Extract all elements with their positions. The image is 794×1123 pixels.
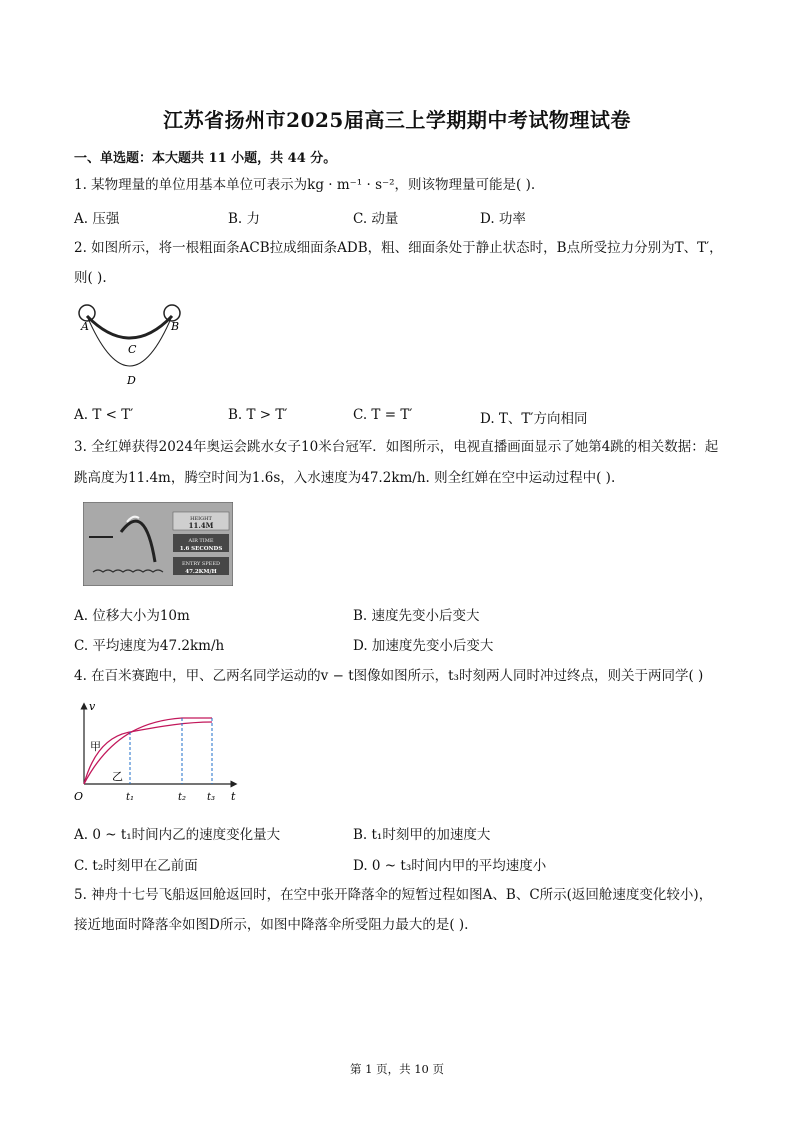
- q2-option-a: A. T < T′: [74, 407, 134, 423]
- label-d: D: [127, 374, 136, 387]
- v-t-graph: [72, 700, 247, 808]
- q1-option-b: B. 力: [228, 211, 261, 227]
- q3-option-a: A. 位移大小为10m: [74, 608, 190, 624]
- t1-label: t₁: [126, 792, 135, 803]
- curve-yi: [84, 718, 212, 784]
- thick-noodle-acb: [87, 316, 172, 338]
- yi-label: 乙: [112, 770, 123, 783]
- svg-text:47.2KM/H: 47.2KM/H: [185, 569, 217, 575]
- question-5-line-1: 5. 神舟十七号飞船返回舱返回时，在空中张开降落伞的短暂过程如图A、B、C所示(返回舱速度变化较小)，: [74, 887, 713, 903]
- question-2-line-2: 则( ).: [74, 270, 107, 286]
- q4-option-a: A. 0 ~ t₁时间内乙的速度变化量大: [74, 827, 281, 843]
- right-hand-icon: [164, 305, 180, 321]
- q1-option-a: A. 压强: [74, 211, 120, 227]
- t-axis-label: t: [231, 790, 236, 803]
- diving-broadcast-figure: [83, 502, 233, 586]
- question-1-text: 1. 某物理量的单位用基本单位可表示为kg · m⁻¹ · s⁻²，则该物理量可能是( ).: [74, 177, 536, 193]
- svg-text:11.4M: 11.4M: [188, 521, 214, 530]
- svg-text:ENTRY SPEED: ENTRY SPEED: [182, 561, 220, 567]
- left-hand-icon: [79, 305, 95, 321]
- label-b: B: [171, 320, 180, 333]
- jia-label: 甲: [90, 740, 101, 753]
- curve-jia: [84, 722, 212, 784]
- q3-option-d: D. 加速度先变小后变大: [353, 638, 494, 654]
- svg-text:1.6 SECONDS: 1.6 SECONDS: [179, 546, 223, 552]
- noodle-figure: [72, 298, 202, 390]
- svg-text:HEIGHT: HEIGHT: [190, 516, 212, 522]
- page-title: 江苏省扬州市2025届高三上学期期中考试物理试卷: [163, 108, 631, 132]
- q3-option-c: C. 平均速度为47.2km/h: [74, 638, 225, 654]
- q3-option-b: B. 速度先变小后变大: [353, 608, 480, 624]
- question-2-line-1: 2. 如图所示，将一根粗面条ACB拉成细面条ADB，粗、细面条处于静止状态时，B点所受拉力分别为T、T′，: [74, 240, 723, 256]
- q4-option-c: C. t₂时刻甲在乙前面: [74, 858, 198, 874]
- question-3-line-2: 跳高度为11.4m，腾空时间为1.6s，入水速度为47.2km/h. 则全红婵在空中运动过程中( ).: [74, 470, 616, 486]
- q2-option-c: C. T = T′: [353, 407, 413, 423]
- page-footer: 第 1 页，共 10 页: [349, 1062, 445, 1076]
- q1-option-d: D. 功率: [480, 211, 526, 227]
- origin-label: O: [74, 790, 84, 803]
- q4-option-b: B. t₁时刻甲的加速度大: [353, 827, 491, 843]
- label-c: C: [128, 343, 137, 356]
- v-axis-label: v: [89, 700, 96, 713]
- question-3-line-1: 3. 全红婵获得2024年奥运会跳水女子10米台冠军．如图所示，电视直播画面显示了她第4跳的相关数据：起: [74, 439, 719, 455]
- q2-option-b: B. T > T′: [228, 407, 288, 423]
- t2-label: t₂: [178, 792, 187, 803]
- section-heading: 一、单选题：本大题共 11 小题，共 44 分。: [74, 151, 337, 166]
- t3-label: t₃: [207, 792, 216, 803]
- q4-option-d: D. 0 ~ t₃时间内甲的平均速度小: [353, 858, 547, 874]
- question-4-text: 4. 在百米赛跑中，甲、乙两名同学运动的v − t图像如图所示，t₃时刻两人同时冲过终点，则关于两同学( ): [74, 668, 704, 684]
- q1-option-c: C. 动量: [353, 211, 399, 227]
- svg-text:AIR TIME: AIR TIME: [188, 538, 214, 544]
- label-a: A: [81, 320, 89, 333]
- question-5-line-2: 接近地面时降落伞如图D所示，如图中降落伞所受阻力最大的是( ).: [74, 917, 469, 933]
- thin-noodle-adb: [87, 316, 172, 366]
- q2-option-d: D. T、T′方向相同: [480, 411, 588, 427]
